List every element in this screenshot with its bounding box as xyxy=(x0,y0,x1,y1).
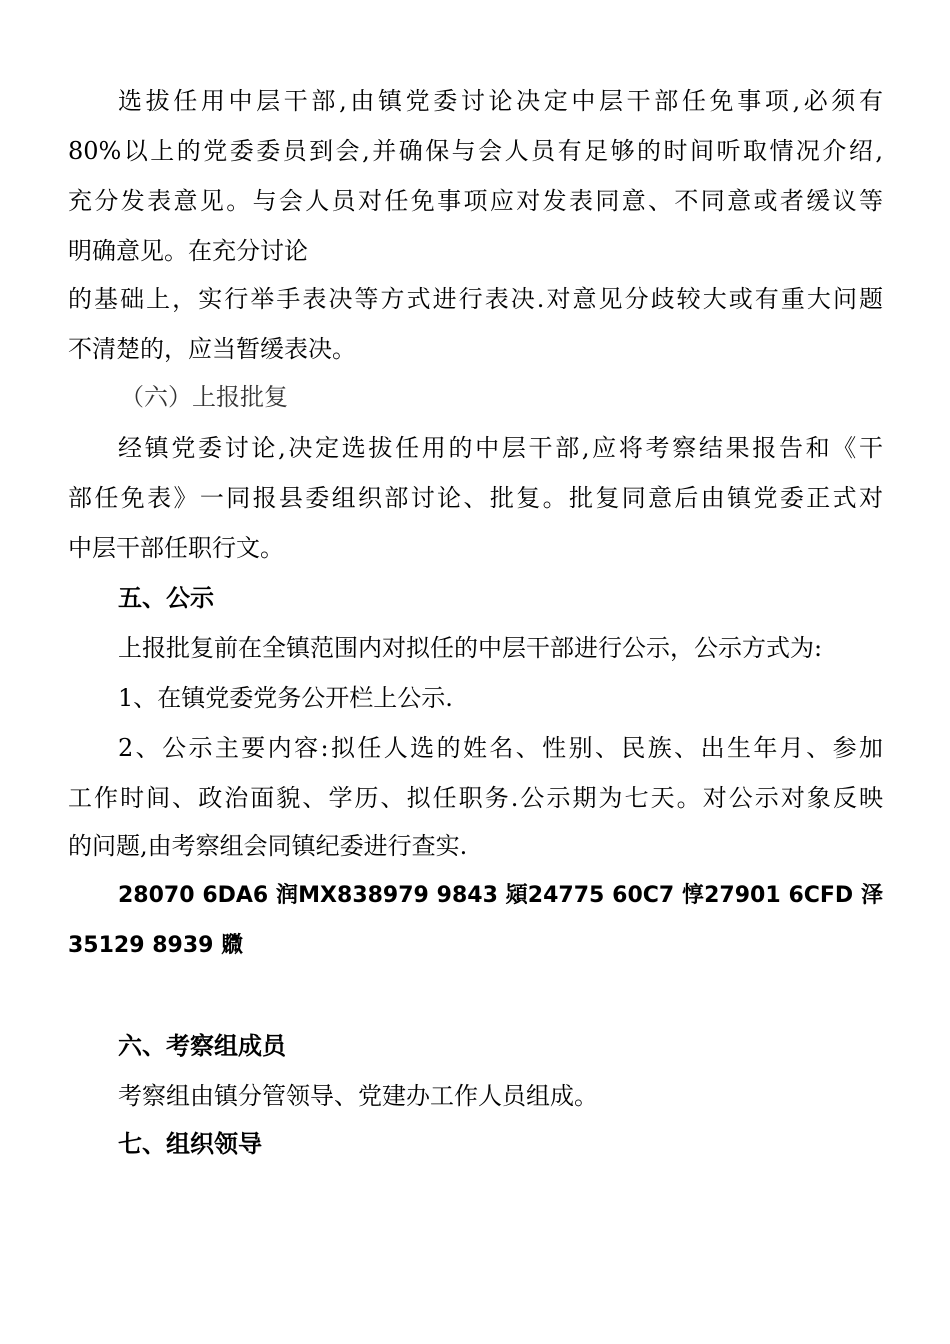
paragraph-line: 明确意见。在充分讨论 xyxy=(68,237,308,265)
paragraph-line: 80%以上的党委委员到会,并确保与会人员有足够的时间听取情况介绍, xyxy=(68,137,883,165)
section-heading: 五、公示 xyxy=(118,584,214,612)
code-text-line: 28070 6DA6 润MX838979 9843 熲24775 60C7 惇27901 6CFD 泽 xyxy=(118,883,883,908)
paragraph-line: 考察组由镇分管领导、党建办工作人员组成。 xyxy=(118,1082,598,1110)
paragraph-line: 中层干部任职行文。 xyxy=(68,534,284,562)
section-heading: 六、考察组成员 xyxy=(118,1032,286,1060)
paragraph-line: 上报批复前在全镇范围内对拟任的中层干部进行公示，公示方式为: xyxy=(118,634,823,662)
paragraph-line: 部任免表》一同报县委组织部讨论、批复。批复同意后由镇党委正式对 xyxy=(68,484,883,512)
paragraph-line: 经镇党委讨论,决定选拔任用的中层干部,应将考察结果报告和《干 xyxy=(118,434,883,462)
code-text-line: 35129 8939 覹 xyxy=(68,933,244,958)
paragraph-line: 的基础上，实行举手表决等方式进行表决.对意见分歧较大或有重大问题 xyxy=(68,285,883,313)
subsection-heading: （六）上报批复 xyxy=(120,383,288,411)
paragraph-line: 选拔任用中层干部,由镇党委讨论决定中层干部任免事项,必须有 xyxy=(118,87,883,115)
list-item: 2、公示主要内容:拟任人选的姓名、性别、民族、出生年月、参加 xyxy=(118,734,883,762)
list-item: 1、在镇党委党务公开栏上公示. xyxy=(118,684,453,712)
paragraph-line: 充分发表意见。与会人员对任免事项应对发表同意、不同意或者缓议等 xyxy=(68,187,883,215)
paragraph-line: 不清楚的，应当暂缓表决。 xyxy=(68,335,356,363)
paragraph-line: 工作时间、政治面貌、学历、拟任职务.公示期为七天。对公示对象反映 xyxy=(68,784,883,812)
section-heading: 七、组织领导 xyxy=(118,1130,262,1158)
paragraph-line: 的问题,由考察组会同镇纪委进行查实. xyxy=(68,832,468,860)
